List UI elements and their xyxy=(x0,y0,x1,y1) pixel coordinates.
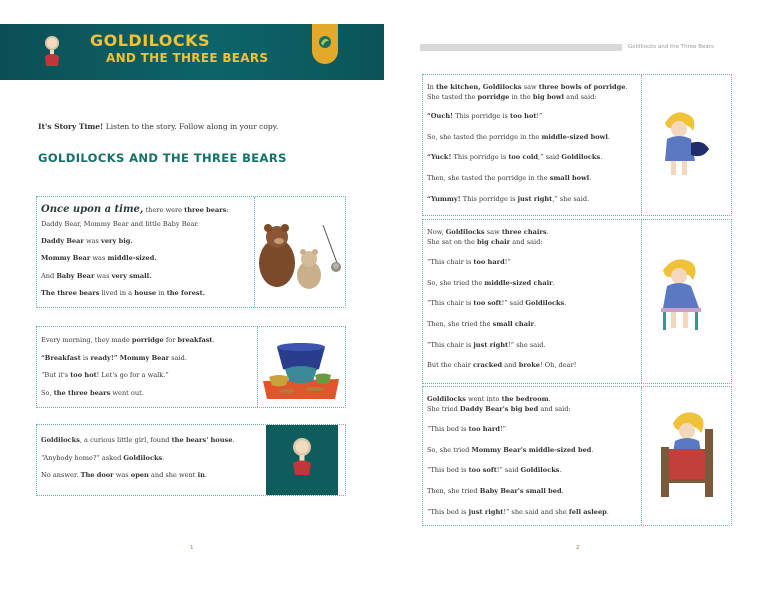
text-bold: very big. xyxy=(101,236,133,245)
story-box-intro xyxy=(36,196,346,308)
text-bold: the bears' house xyxy=(171,436,233,444)
text-run: This porridge is xyxy=(451,153,509,162)
text-bold: the bedroom xyxy=(501,395,549,403)
text-bold: middle-sized. xyxy=(107,254,157,263)
story-box-text xyxy=(427,396,609,515)
text-line xyxy=(427,362,576,369)
text-run: . xyxy=(559,466,562,475)
text-run: “This chair is xyxy=(427,340,474,349)
text-line xyxy=(427,396,609,403)
story-box-text xyxy=(41,437,235,479)
banner-title-line1: GOLDILOCKS xyxy=(90,31,211,50)
text-run: : xyxy=(226,206,229,214)
text-bold: the forest. xyxy=(166,289,205,298)
story-box-bedroom xyxy=(422,386,732,526)
intro-lead: It's Story Time! xyxy=(38,122,104,131)
story-title: GOLDILOCKS AND THE THREE BEARS xyxy=(38,151,287,165)
text-bold: very small. xyxy=(111,271,152,280)
text-bold: Goldilocks xyxy=(525,299,565,308)
text-bold: just right xyxy=(473,340,509,349)
text-bold: too hot xyxy=(510,112,537,121)
banner-title-line2: AND THE THREE BEARS xyxy=(106,51,269,65)
leaf-emblem-icon xyxy=(317,34,333,50)
text-bold: broke xyxy=(518,361,540,370)
text-line xyxy=(41,205,229,215)
text-bold: porridge xyxy=(131,336,164,344)
text-bold: The three bears xyxy=(41,289,100,298)
text-run: So, she tried the xyxy=(427,278,485,287)
text-bold: open xyxy=(130,471,149,480)
text-run: . xyxy=(607,132,610,141)
story-box-text xyxy=(41,337,215,396)
text-run: . xyxy=(552,278,555,287)
text-line xyxy=(427,175,628,182)
text-line xyxy=(427,426,609,433)
text-run: So, xyxy=(41,388,54,397)
text-line xyxy=(41,290,229,297)
text-run: . xyxy=(204,471,207,480)
text-line xyxy=(427,300,576,307)
text-run: is xyxy=(80,353,91,362)
text-run: ,” she said. xyxy=(552,194,590,203)
text-run: in the xyxy=(509,92,533,101)
text-run: Every morning, they made xyxy=(41,336,132,344)
text-run: This porridge is xyxy=(460,194,518,203)
text-run: and she went xyxy=(148,471,198,480)
text-run: was xyxy=(113,471,131,480)
text-run: “This chair is xyxy=(427,299,474,308)
text-run: She tasted the xyxy=(427,92,478,101)
text-bold: Daddy Bear xyxy=(41,236,84,245)
text-bold: “Yummy! xyxy=(427,194,461,203)
story-box-breakfast xyxy=(36,326,346,408)
text-bold: the three bears xyxy=(53,388,111,397)
text-bold: Goldilocks xyxy=(445,228,485,236)
text-bold: too hard xyxy=(468,425,500,434)
text-line xyxy=(427,94,628,101)
text-run: This porridge is xyxy=(453,112,511,121)
text-run: saw xyxy=(521,83,539,91)
text-run: . xyxy=(600,153,603,162)
text-line xyxy=(427,280,576,287)
text-line xyxy=(41,337,215,344)
text-run: “Anybody home?” asked xyxy=(41,453,124,462)
text-run: in xyxy=(156,289,167,298)
text-bold: three bowls of porridge xyxy=(538,83,626,91)
text-run: . xyxy=(606,507,609,516)
text-run: Now, xyxy=(427,228,446,236)
text-bold: porridge xyxy=(477,92,510,101)
text-line xyxy=(427,113,628,120)
text-bold: small chair xyxy=(492,319,534,328)
text-bold: cracked xyxy=(472,361,503,370)
text-line xyxy=(41,455,235,462)
text-run: . xyxy=(546,228,549,236)
text-bold: Mommy Bear xyxy=(117,353,170,362)
text-bold: The door xyxy=(80,471,114,480)
text-line xyxy=(41,437,235,444)
text-run: !” said xyxy=(501,299,526,308)
text-run: ! Let's go for a walk.” xyxy=(96,371,169,380)
text-bold: too hard xyxy=(473,258,505,267)
story-box-chairs xyxy=(422,219,732,384)
three-bears-illustration xyxy=(257,219,343,291)
text-bold: Daddy Bear's big bed xyxy=(459,404,539,413)
text-run: “But it's xyxy=(41,371,71,380)
text-run: . xyxy=(625,83,628,91)
text-run: Then, she tried xyxy=(427,486,480,495)
text-run: !” xyxy=(499,425,506,434)
text-run: . xyxy=(533,319,537,328)
box-divider xyxy=(641,387,642,525)
text-run: was xyxy=(90,254,108,263)
running-header-bar xyxy=(420,44,622,51)
story-box-text xyxy=(41,205,229,297)
text-line xyxy=(427,134,628,141)
text-run: Then, she tasted the porridge in the xyxy=(427,173,550,182)
goldilocks-door-illustration xyxy=(266,425,338,495)
text-line xyxy=(427,239,576,246)
text-run: !” she said. xyxy=(508,340,546,349)
text-run: . xyxy=(564,299,567,308)
text-bold: too soft xyxy=(473,299,502,308)
text-line xyxy=(427,488,609,495)
text-run: So, she tasted the porridge in the xyxy=(427,132,542,141)
text-run: there were xyxy=(143,206,185,214)
text-run: and said: xyxy=(538,404,571,413)
goldilocks-chair-illustration xyxy=(655,256,715,336)
text-line xyxy=(41,273,229,280)
story-box-found-house xyxy=(36,424,346,496)
text-bold: too hot xyxy=(70,371,97,380)
text-bold: ready!” xyxy=(90,353,118,362)
text-bold: just right xyxy=(468,507,504,516)
text-run: ! Oh, dear! xyxy=(539,361,577,370)
text-bold: in xyxy=(197,471,205,480)
text-line xyxy=(41,372,215,379)
text-line: Daddy Bear, Mommy Bear and little Baby Bear. xyxy=(41,220,199,228)
text-bold: middle-sized chair xyxy=(484,278,553,287)
text-bold: too soft xyxy=(468,466,497,475)
text-bold: Goldilocks xyxy=(427,395,466,403)
once-upon-a-time: Once upon a time, xyxy=(41,204,144,215)
text-line xyxy=(41,255,229,262)
text-bold: Goldilocks xyxy=(520,466,560,475)
text-run: , a curious little girl, found xyxy=(79,436,172,444)
text-line xyxy=(427,259,576,266)
text-run: lived in a xyxy=(99,289,135,298)
story-box-kitchen xyxy=(422,74,732,216)
text-run: went out. xyxy=(110,388,144,397)
page-number-1: 1 xyxy=(190,545,194,551)
text-run: ,” said xyxy=(538,153,562,162)
text-run: In xyxy=(427,83,436,91)
text-run: “This chair is xyxy=(427,258,474,267)
text-bold: big bowl xyxy=(532,92,565,101)
text-bold: “Ouch! xyxy=(427,112,454,121)
text-run: . xyxy=(232,436,235,444)
intro-rest: Listen to the story. Follow along in your copy. xyxy=(103,122,279,131)
porridge-bowls-illustration xyxy=(263,341,339,399)
text-run: was xyxy=(83,236,102,245)
text-bold: house xyxy=(134,289,157,298)
running-header-title: Goldilocks and the Three Bears xyxy=(628,44,714,50)
text-line xyxy=(427,509,609,516)
text-run: . xyxy=(561,486,564,495)
text-run: So, she tried xyxy=(427,445,472,454)
text-bold: three bears xyxy=(184,206,227,214)
box-divider xyxy=(254,197,255,307)
text-line xyxy=(41,390,215,397)
text-run: said. xyxy=(169,353,187,362)
text-bold: Goldilocks xyxy=(123,453,163,462)
text-line xyxy=(427,342,576,349)
text-run: “This bed is xyxy=(427,425,469,434)
text-run: !” xyxy=(536,112,543,121)
text-run: She tried xyxy=(427,404,460,413)
text-bold: Mommy Bear xyxy=(41,254,91,263)
box-divider xyxy=(257,327,258,407)
text-bold: three chairs xyxy=(501,228,547,236)
bookmark-tab xyxy=(312,24,338,64)
text-bold: Baby Bear's small bed xyxy=(479,486,562,495)
text-bold: breakfast xyxy=(177,336,213,344)
text-run: But the chair xyxy=(427,361,473,370)
text-line xyxy=(427,406,609,413)
text-run: . xyxy=(591,445,594,454)
text-bold: big chair xyxy=(477,237,511,246)
text-bold: middle-sized bowl xyxy=(541,132,608,141)
text-bold: small bowl xyxy=(549,173,590,182)
goldilocks-bed-illustration xyxy=(655,409,719,509)
text-bold: Goldilocks xyxy=(561,153,601,162)
text-run: was xyxy=(94,271,112,280)
text-bold: “Breakfast xyxy=(41,353,81,362)
text-line xyxy=(427,196,628,203)
text-run: “This bed is xyxy=(427,507,469,516)
page-number-2: 2 xyxy=(576,545,580,551)
text-bold: fell asleep xyxy=(568,507,607,516)
text-run: Then, she tried the xyxy=(427,319,493,328)
text-run: for xyxy=(163,336,178,344)
box-divider xyxy=(641,220,642,383)
text-run: . xyxy=(212,336,215,344)
text-line xyxy=(41,355,215,362)
story-box-text xyxy=(427,229,576,369)
text-line xyxy=(427,321,576,328)
text-line xyxy=(427,154,628,161)
text-bold: just right xyxy=(517,194,553,203)
text-bold: “Yuck! xyxy=(427,153,452,162)
text-run: . xyxy=(162,453,165,462)
text-run: !” said xyxy=(496,466,521,475)
text-bold: too cold xyxy=(508,153,539,162)
text-run: . xyxy=(548,395,551,403)
text-bold: the kitchen, Goldilocks xyxy=(435,83,522,91)
text-bold: Mommy Bear's middle-sized bed xyxy=(471,445,592,454)
goldilocks-porridge-illustration xyxy=(657,109,713,181)
text-line xyxy=(427,84,628,91)
goldilocks-thumbnail-image xyxy=(40,34,64,70)
intro-line xyxy=(38,122,278,131)
text-run: and said: xyxy=(564,92,597,101)
text-run: !” she said and she xyxy=(503,507,569,516)
text-bold: Baby Bear xyxy=(56,271,95,280)
banner-title xyxy=(90,33,268,64)
story-box-text xyxy=(427,84,628,202)
text-bold: Goldilocks xyxy=(41,436,80,444)
text-run: went into xyxy=(465,395,502,403)
text-run: and xyxy=(502,361,519,370)
text-run: No answer. xyxy=(41,471,81,480)
text-line xyxy=(427,447,609,454)
text-line xyxy=(427,229,576,236)
text-run: And xyxy=(41,271,57,280)
text-line xyxy=(41,238,229,245)
text-line xyxy=(427,467,609,474)
text-run: saw xyxy=(484,228,502,236)
text-line xyxy=(41,472,235,479)
text-run: She sat on the xyxy=(427,237,478,246)
text-run: and said: xyxy=(510,237,543,246)
text-run: . xyxy=(589,173,592,182)
box-divider xyxy=(641,75,642,215)
text-run: !” xyxy=(504,258,511,267)
text-run: “This bed is xyxy=(427,466,469,475)
